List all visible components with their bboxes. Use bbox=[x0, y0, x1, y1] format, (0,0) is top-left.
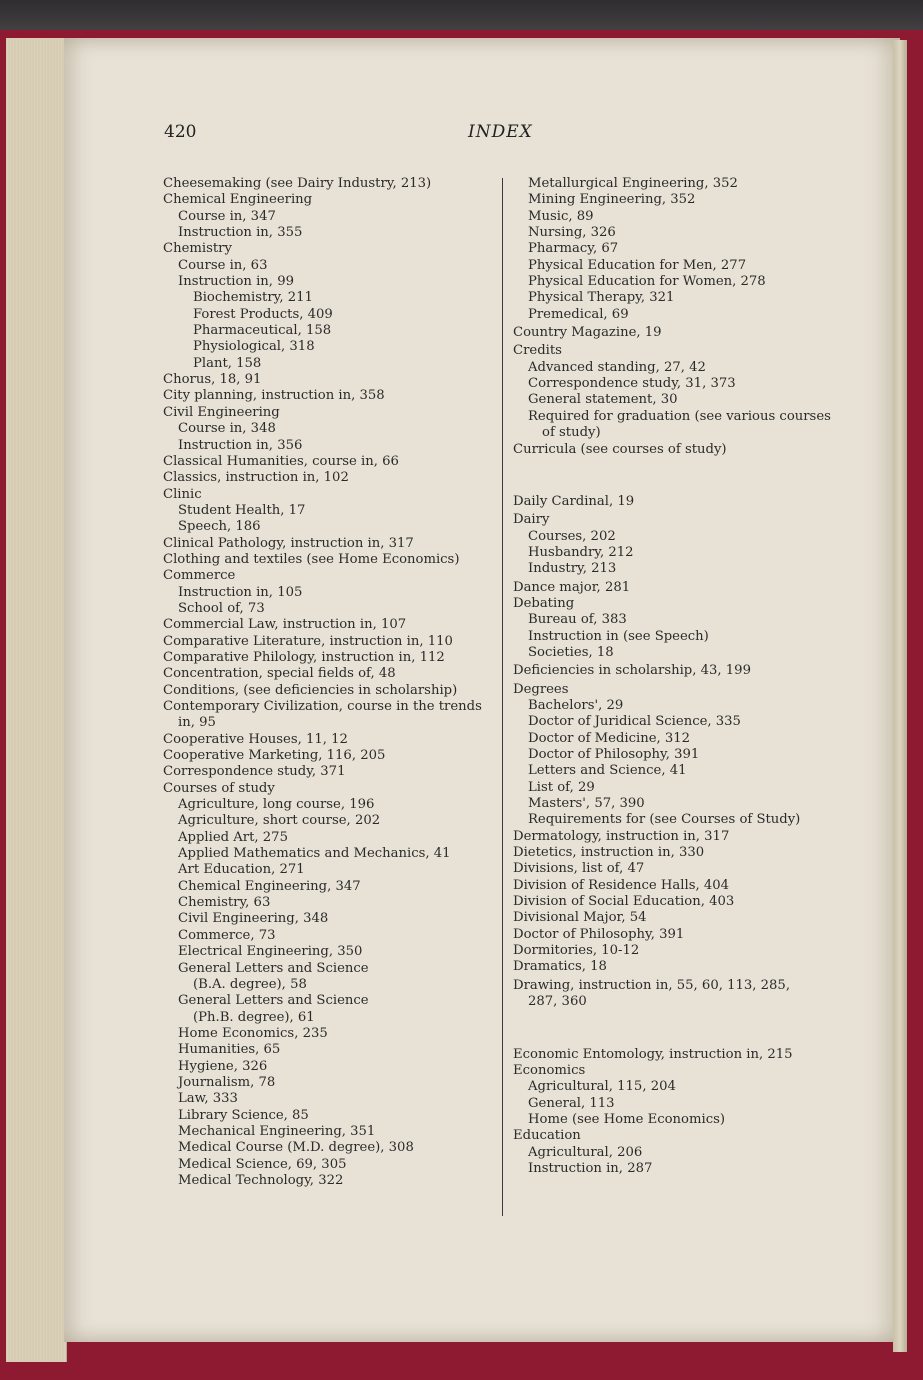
index-entry: Clinic bbox=[163, 486, 202, 502]
index-entry: Student Health, 17 bbox=[178, 502, 306, 518]
index-column-right bbox=[513, 176, 833, 1177]
index-entry: Chorus, 18, 91 bbox=[163, 372, 262, 388]
index-entry: Civil Engineering bbox=[163, 404, 280, 420]
index-entry: Humanities, 65 bbox=[178, 1042, 281, 1058]
index-entry: Speech, 186 bbox=[178, 519, 261, 535]
page-header bbox=[164, 122, 534, 144]
index-entry: Instruction in, 287 bbox=[528, 1160, 653, 1176]
index-entry: Division of Residence Halls, 404 bbox=[513, 877, 730, 893]
page-edges bbox=[6, 38, 67, 1362]
index-entry: Home (see Home Economics) bbox=[528, 1111, 726, 1127]
index-entry: Home Economics, 235 bbox=[178, 1025, 328, 1041]
index-entry: Courses, 202 bbox=[528, 528, 616, 544]
index-entry: Nursing, 326 bbox=[528, 225, 616, 241]
index-entry: Applied Mathematics and Mechanics, 41 bbox=[178, 846, 451, 862]
index-entry: Instruction in (see Speech) bbox=[528, 628, 709, 644]
index-entry: Advanced standing, 27, 42 bbox=[528, 359, 706, 375]
index-entry: Divisions, list of, 47 bbox=[513, 861, 645, 877]
index-entry: Mechanical Engineering, 351 bbox=[178, 1123, 376, 1139]
index-entry: Doctor of Medicine, 312 bbox=[528, 730, 691, 746]
index-entry: Law, 333 bbox=[178, 1091, 238, 1107]
index-entry: Medical Course (M.D. degree), 308 bbox=[178, 1140, 414, 1156]
index-entry: (Ph.B. degree), 61 bbox=[193, 1009, 315, 1025]
index-entry: Pharmaceutical, 158 bbox=[193, 323, 332, 339]
index-entry: Instruction in, 105 bbox=[178, 584, 303, 600]
index-entry: Physical Education for Women, 278 bbox=[528, 274, 766, 290]
index-entry: Cheesemaking (see Dairy Industry, 213) bbox=[163, 176, 432, 191]
index-entry: Letters and Science, 41 bbox=[528, 763, 687, 779]
index-entry: Physiological, 318 bbox=[193, 339, 315, 355]
index-entry: Clinical Pathology, instruction in, 317 bbox=[163, 535, 414, 551]
index-entry: Agriculture, short course, 202 bbox=[178, 813, 381, 829]
index-entry: Contemporary Civilization, course in the trends bbox=[163, 699, 482, 714]
index-entry: Physical Education for Men, 277 bbox=[528, 257, 747, 273]
index-entry: Doctor of Philosophy, 391 bbox=[513, 926, 685, 942]
index-entry: Commercial Law, instruction in, 107 bbox=[163, 617, 407, 633]
index-entry: Dramatics, 18 bbox=[513, 959, 607, 975]
index-entry: Doctor of Juridical Science, 335 bbox=[528, 714, 741, 730]
index-entry: Economics bbox=[513, 1062, 586, 1078]
index-entry: Hygiene, 326 bbox=[178, 1058, 268, 1074]
index-entry: Doctor of Philosophy, 391 bbox=[528, 747, 700, 762]
index-entry: Correspondence study, 371 bbox=[163, 764, 346, 780]
index-entry: Dormitories, 10-12 bbox=[513, 943, 640, 959]
index-entry: Journalism, 78 bbox=[178, 1074, 276, 1090]
index-entry: Classics, instruction in, 102 bbox=[163, 470, 349, 486]
index-entry: Chemical Engineering, 347 bbox=[178, 878, 361, 894]
index-entry: 287, 360 bbox=[528, 994, 587, 1010]
index-entry: Masters', 57, 390 bbox=[528, 796, 645, 812]
index-entry: Library Science, 85 bbox=[178, 1107, 309, 1123]
index-entry: Economic Entomology, instruction in, 215 bbox=[513, 1046, 793, 1062]
index-entry: General Letters and Science bbox=[178, 993, 369, 1009]
index-entry: Forest Products, 409 bbox=[193, 306, 333, 322]
index-entry: Physical Therapy, 321 bbox=[528, 290, 675, 306]
index-entry: Curricula (see courses of study) bbox=[513, 441, 727, 457]
index-entry: Dermatology, instruction in, 317 bbox=[513, 828, 730, 844]
index-entry: Degrees bbox=[513, 681, 569, 697]
index-entry: General Letters and Science bbox=[178, 960, 369, 976]
index-entry: Metallurgical Engineering, 352 bbox=[528, 176, 738, 191]
index-entry: Classical Humanities, course in, 66 bbox=[163, 453, 399, 469]
index-entry: Drawing, instruction in, 55, 60, 113, 285, bbox=[513, 977, 791, 993]
index-entry: Course in, 63 bbox=[178, 257, 268, 273]
index-entry: Requirements for (see Courses of Study) bbox=[528, 812, 801, 828]
index-entry: Instruction in, 355 bbox=[178, 225, 303, 241]
index-entry: List of, 29 bbox=[528, 779, 595, 795]
index-entry: General statement, 30 bbox=[528, 392, 678, 408]
index-entry: Pharmacy, 67 bbox=[528, 241, 619, 257]
running-head: INDEX bbox=[468, 122, 533, 142]
index-entry: General, 113 bbox=[528, 1095, 615, 1111]
index-entry: Instruction in, 99 bbox=[178, 274, 294, 290]
page-right-edge bbox=[893, 40, 907, 1352]
index-entry: Clothing and textiles (see Home Economics) bbox=[163, 551, 460, 567]
index-entry: School of, 73 bbox=[178, 600, 265, 616]
index-entry: Applied Art, 275 bbox=[178, 829, 288, 845]
index-entry: Chemistry bbox=[163, 241, 232, 257]
index-entry: Civil Engineering, 348 bbox=[178, 911, 329, 927]
index-entry: Biochemistry, 211 bbox=[193, 290, 313, 306]
entry-gap bbox=[513, 1011, 833, 1047]
index-entry: Daily Cardinal, 19 bbox=[513, 493, 635, 509]
index-entry: Commerce, 73 bbox=[178, 927, 276, 943]
index-entry: Chemical Engineering bbox=[163, 192, 313, 208]
index-entry: Bureau of, 383 bbox=[528, 612, 627, 628]
index-entry: City planning, instruction in, 358 bbox=[163, 388, 385, 404]
index-entry: Agricultural, 206 bbox=[528, 1144, 643, 1160]
index-entry: in, 95 bbox=[178, 715, 216, 731]
index-entry: Credits bbox=[513, 343, 562, 359]
index-entry: Dairy bbox=[513, 512, 550, 528]
index-entry: Societies, 18 bbox=[528, 644, 614, 660]
index-entry: Cooperative Marketing, 116, 205 bbox=[163, 748, 386, 764]
index-entry: Medical Technology, 322 bbox=[178, 1172, 344, 1188]
column-divider bbox=[502, 178, 503, 1216]
index-entry: Comparative Philology, instruction in, 112 bbox=[163, 649, 445, 665]
index-entry: Art Education, 271 bbox=[178, 862, 305, 878]
index-entry: Dietetics, instruction in, 330 bbox=[513, 845, 705, 861]
index-entry: Deficiencies in scholarship, 43, 199 bbox=[513, 663, 751, 679]
index-entry: Course in, 347 bbox=[178, 208, 276, 224]
index-entry: Required for graduation (see various courses bbox=[528, 408, 831, 424]
index-entry: Agricultural, 115, 204 bbox=[528, 1079, 676, 1095]
index-entry: Mining Engineering, 352 bbox=[528, 192, 696, 208]
index-entry: Husbandry, 212 bbox=[528, 544, 634, 560]
index-entry: Country Magazine, 19 bbox=[513, 325, 662, 341]
index-entry: Course in, 348 bbox=[178, 421, 276, 437]
index-entry: Dance major, 281 bbox=[513, 579, 631, 595]
index-entry: Plant, 158 bbox=[193, 355, 262, 371]
index-entry: Premedical, 69 bbox=[528, 306, 629, 322]
index-entry: Division of Social Education, 403 bbox=[513, 894, 735, 910]
index-entry: Commerce bbox=[163, 568, 236, 584]
index-entry: of study) bbox=[542, 425, 601, 441]
entry-gap bbox=[513, 458, 833, 494]
index-entry: Courses of study bbox=[163, 780, 275, 796]
index-entry: Education bbox=[513, 1128, 581, 1144]
index-entry: Debating bbox=[513, 595, 575, 611]
index-entry: Instruction in, 356 bbox=[178, 437, 303, 453]
index-entry: Comparative Literature, instruction in, 110 bbox=[163, 633, 453, 649]
index-entry: Cooperative Houses, 11, 12 bbox=[163, 731, 348, 747]
index-entry: Industry, 213 bbox=[528, 561, 617, 577]
index-entry: Bachelors', 29 bbox=[528, 697, 624, 713]
index-entry: Music, 89 bbox=[528, 208, 594, 224]
index-entry: Agriculture, long course, 196 bbox=[178, 797, 375, 813]
page-number: 420 bbox=[164, 122, 197, 142]
index-entry: Divisional Major, 54 bbox=[513, 910, 647, 926]
index-entry: Conditions, (see deficiencies in scholarship) bbox=[163, 682, 458, 698]
index-entry: (B.A. degree), 58 bbox=[193, 976, 307, 992]
index-entry: Correspondence study, 31, 373 bbox=[528, 376, 736, 392]
index-entry: Medical Science, 69, 305 bbox=[178, 1156, 347, 1172]
index-entry: Electrical Engineering, 350 bbox=[178, 944, 363, 960]
index-entry: Chemistry, 63 bbox=[178, 895, 271, 911]
index-column-left bbox=[163, 176, 493, 1189]
index-entry: Concentration, special fields of, 48 bbox=[163, 666, 396, 682]
